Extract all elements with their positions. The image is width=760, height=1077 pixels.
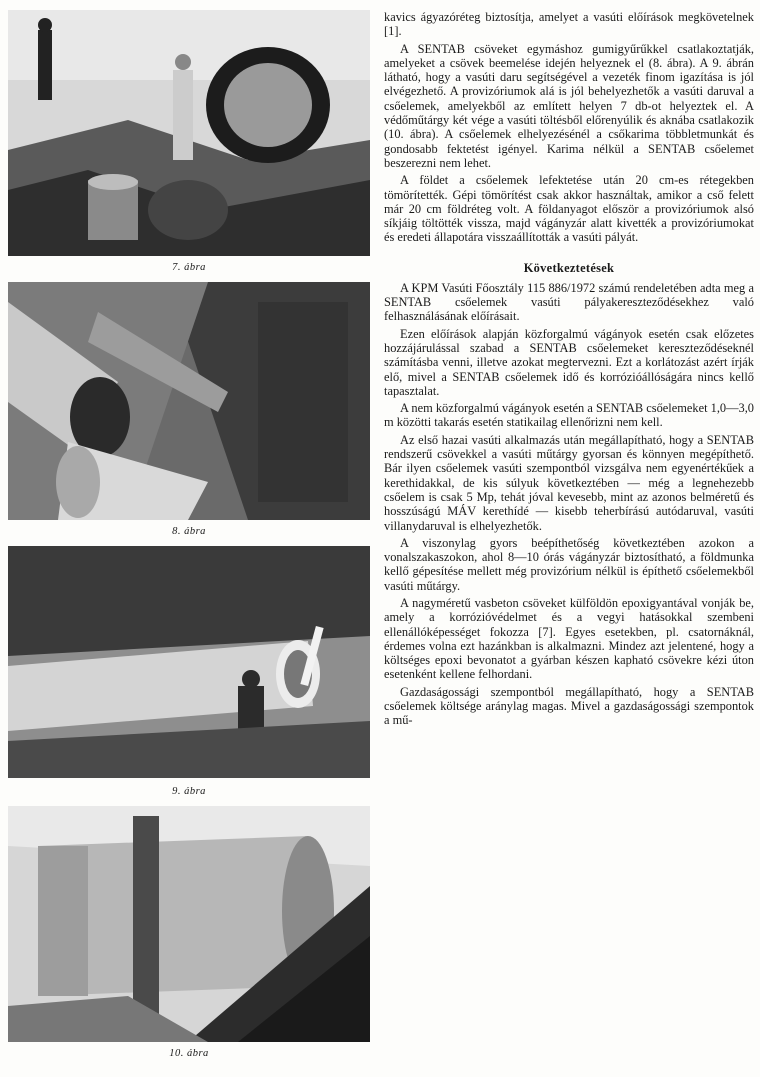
paragraph-2: A földet a csőelemek lefektetése után 20 cm-es rétegekben tömörítették. Gépi tömörítést csak akkor használtak, amikor a cső felett már 20 cm földréteg volt. A földanyagot először a provizóriumok alsó síkjáig töltötték vissza, majd vágányzár alatt kivették a provizóriumokat és eredeti állapotára visszaállították a vasúti pályát. <box>384 173 754 245</box>
paragraph-3: A KPM Vasúti Főosztály 115 886/1972 számú rendeletében adta meg a SENTAB csőelemek vasúti pályakereszteződésekhez való felhasználásának előírásait. <box>384 280 754 324</box>
paragraph-9: Gazdaságossági szempontból megállapítható, hogy a SENTAB csőelemek költsége aránylag magas. Mivel a gazdaságossági szempontok a mű- <box>384 684 754 728</box>
paragraph-1: A SENTAB csöveket egymáshoz gumigyűrűkkel csatlakoztatják, amelyeket a csövek beemelése idején helyeznek el (8. ábra). A 9. ábrán látható, hogy a vasúti daru segítségével a vezeték finom igazítása is jól elvégezhető. A provizóriumok alá is jól behelyezhetők a vasúti daruval a csőelemek, amelyekből az említett helyen 7 db-ot helyeztek el. A védőműtárgy két vége a vasúti töltésből előrenyúlik és aknába csatlakozik (10. ábra). A csőelemek elhelyezésénél a csőkarima többletmunkát és gondosabb fektetést igényel. Karima nélkül a SENTAB csőelemet beszerezni nem lehet. <box>384 41 754 170</box>
paragraph-7: A viszonylag gyors beépíthetőség következtében azokon a vonalszakaszokon, ahol 8—10 órás vágányzár biztosítható, a földmunka kellő gépesítése mellett még provizórium nélkül is építhető csőelemekből vasúti műtárgy. <box>384 535 754 593</box>
section-heading: Következtetések <box>523 260 615 275</box>
paragraph-4: Ezen előírások alapján közforgalmú vágányok esetén csak előzetes hozzájárulással szabad a SENTAB csőelemeket kereszteződéseknél számításba venni, illetve azokat megtervezni. Ezt a korlátozást azért írják elő, mivel a SENTAB csőelemek idő és korrózióállóságára nincs kellő tapasztalat. <box>384 326 754 398</box>
figure-7-caption: 7. ábra <box>172 262 206 273</box>
figure-8-photo <box>8 282 370 520</box>
paragraph-8: A nagyméretű vasbeton csöveket külföldön epoxigyantával vonják be, amely a korrózióvédelmet és a vegyi hatásokkal szembeni ellenállóképességet fokozza [7]. Egyes esetekben, pl. csatornáknál, érdemes volna ezt hazánkban is alkalmazni. Mindez azt jelentené, hogy a költséges epoxi bevonatot a gyárban készen kapható csövekre kézi úton esetenként kellene felhordani. <box>384 595 754 682</box>
article-text-column <box>384 10 754 731</box>
paragraph-5: A nem közforgalmú vágányok esetén a SENTAB csőelemeket 1,0—3,0 m közötti takarás esetén statikailag ellenőrizni nem kell. <box>384 401 754 430</box>
figure-9-caption: 9. ábra <box>172 786 206 797</box>
paragraph-6: Az első hazai vasúti alkalmazás után megállapítható, hogy a SENTAB rendszerű csövekkel a vasúti műtárgy gyorsan és könnyen megépíthető. Bár ilyen csőelemek vasúti szempontból vizsgálva nem egyenértékűek a kerethidakkal, de kis súlyuk következtében — még a legnehezebb csőelem is csak 5 Mp, tehát jóval kevesebb, mint az azonos belméretű és hosszúságú MÁV kerethídé — kisebb teherbírású autódaruval, vasúti villanydaruval is elhelyezhetők. <box>384 432 754 533</box>
figure-8-caption: 8. ábra <box>172 526 206 537</box>
paragraph-0: kavics ágyazóréteg biztosítja, amelyet a vasúti előírások megkövetelnek [1]. <box>384 10 754 39</box>
figure-10-caption: 10. ábra <box>169 1048 209 1059</box>
figure-column <box>0 0 372 1077</box>
figure-9-photo <box>8 546 370 778</box>
figure-7-photo <box>8 10 370 256</box>
figure-10-photo <box>8 806 370 1042</box>
